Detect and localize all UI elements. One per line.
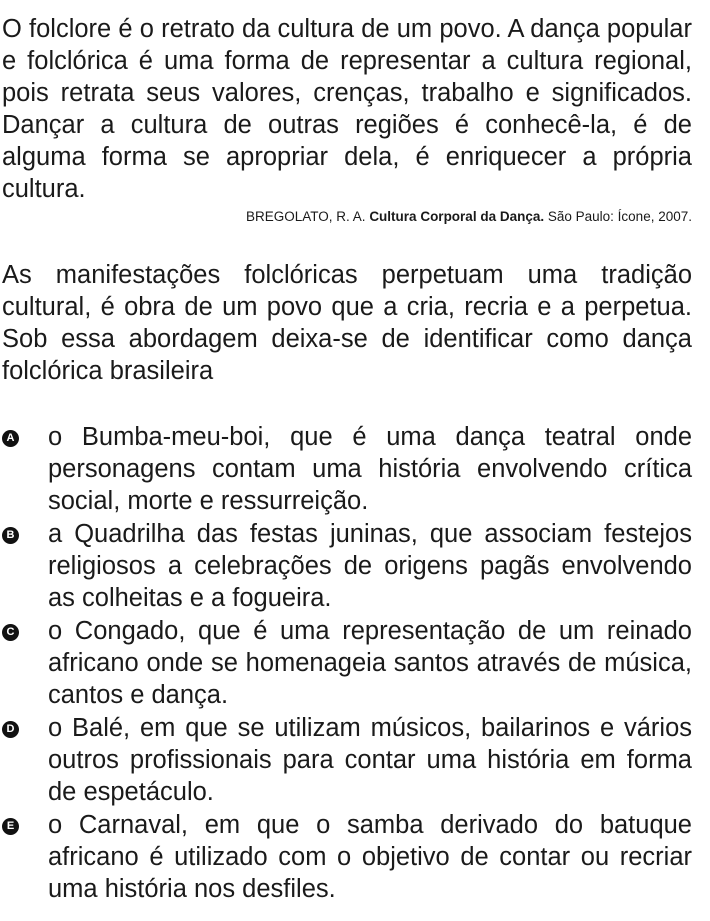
option-e-text: o Carnaval, em que o samba derivado do batuque africano é utilizado com o objetivo de contar ou recriar uma história nos desfiles. [48,811,692,903]
option-c-text: o Congado, que é uma representação de um reinado africano onde se homenageia santos através de música, cantos e dança. [48,617,692,709]
option-b-text: a Quadrilha das festas juninas, que associam festejos religiosos a celebrações de origens pagãs envolvendo as colheitas e a fogueira. [48,520,692,612]
question-page [2,13,692,921]
option-a-letter-icon: A [2,430,19,447]
option-d-text: o Balé, em que se utilizam músicos, bailarinos e vários outros profissionais para contar uma história em forma de espetáculo. [48,714,692,806]
citation-publisher: São Paulo: Ícone, 2007. [547,209,692,224]
option-d[interactable] [2,712,692,808]
answer-options [2,421,692,905]
option-b[interactable] [2,518,692,614]
option-c[interactable] [2,615,692,711]
citation-author: BREGOLATO, R. A. [246,209,366,224]
citation [2,208,692,226]
citation-work: Cultura Corporal da Dança. [369,209,545,224]
question-prompt: As manifestações folclóricas perpetuam uma tradição cultural, é obra de um povo que a cria, recria e a perpetua. Sob essa abordagem deixa-se de identificar como dança folclórica brasileira [2,261,692,385]
option-b-letter-icon: B [2,527,19,544]
option-e-letter-icon: E [2,818,19,835]
option-c-letter-icon: C [2,624,19,641]
option-a[interactable] [2,421,692,517]
option-e[interactable] [2,809,692,905]
text-passage: O folclore é o retrato da cultura de um povo. A dança popular e folclórica é uma forma de representar a cultura regional, pois retrata seus valores, crenças, trabalho e significados. Dançar a cultura de outras regiões é conhecê-la, é de alguma forma se apropriar dela, é enriquecer a própria cultura. [2,15,692,203]
option-a-text: o Bumba-meu-boi, que é uma dança teatral onde personagens contam uma história envolvendo crítica social, morte e ressurreição. [48,423,692,515]
option-d-letter-icon: D [2,721,19,738]
